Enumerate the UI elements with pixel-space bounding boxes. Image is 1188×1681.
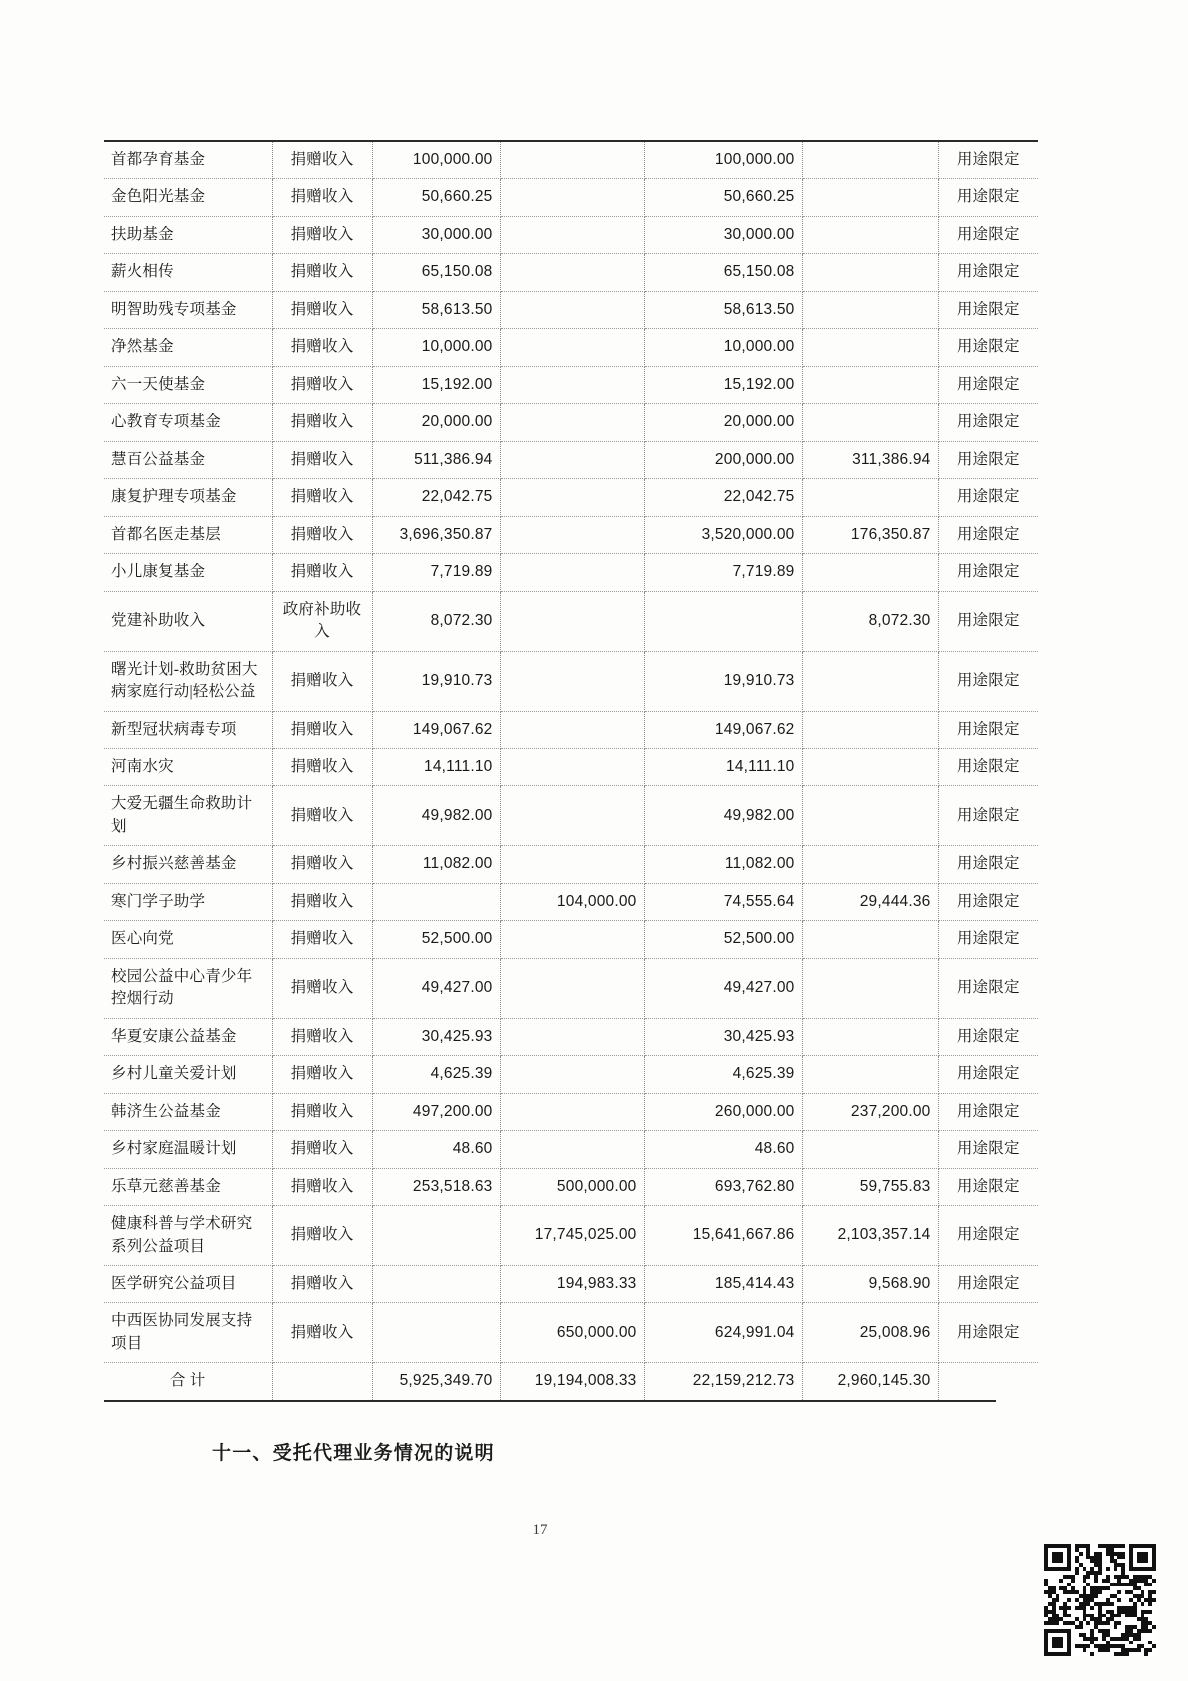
cell-income-type: 政府补助收入 [272,591,372,651]
table-row [104,254,1038,291]
qr-code-stamp [1044,1544,1156,1656]
cell-income-type: 捐赠收入 [272,366,372,403]
cell-opening-balance: 10,000.00 [372,329,500,366]
cell-closing-balance [802,1056,938,1093]
cell-project-name: 薪火相传 [104,254,272,291]
cell-note: 用途限定 [938,329,1038,366]
cell-income-type: 捐赠收入 [272,883,372,920]
cell-period-added: 17,745,025.00 [500,1206,644,1266]
cell-period-used: 200,000.00 [644,441,802,478]
total-closing-balance: 2,960,145.30 [802,1363,938,1400]
cell-closing-balance [802,254,938,291]
table-row [104,591,1038,651]
cell-period-used: 50,660.25 [644,179,802,216]
cell-project-name: 乡村家庭温暖计划 [104,1131,272,1168]
cell-project-name: 乡村振兴慈善基金 [104,846,272,883]
table-row [104,1056,1038,1093]
cell-project-name: 金色阳光基金 [104,179,272,216]
table-row [104,141,1038,179]
total-period-used: 22,159,212.73 [644,1363,802,1400]
cell-note: 用途限定 [938,1093,1038,1130]
table-row [104,651,1038,711]
cell-period-used: 74,555.64 [644,883,802,920]
cell-period-used: 693,762.80 [644,1168,802,1205]
cell-opening-balance: 19,910.73 [372,651,500,711]
cell-period-added [500,711,644,748]
cell-closing-balance [802,141,938,179]
cell-period-used: 624,991.04 [644,1303,802,1363]
cell-project-name: 首都名医走基层 [104,516,272,553]
cell-period-added: 650,000.00 [500,1303,644,1363]
cell-income-type: 捐赠收入 [272,748,372,785]
cell-project-name: 曙光计划-救助贫困大病家庭行动|轻松公益 [104,651,272,711]
cell-closing-balance [802,366,938,403]
total-period-added: 19,194,008.33 [500,1363,644,1400]
cell-closing-balance [802,329,938,366]
cell-period-added [500,1131,644,1168]
cell-note: 用途限定 [938,479,1038,516]
table-body [104,141,1038,1400]
cell-period-used: 65,150.08 [644,254,802,291]
cell-opening-balance: 30,425.93 [372,1018,500,1055]
cell-project-name: 中西医协同发展支持项目 [104,1303,272,1363]
cell-note: 用途限定 [938,1303,1038,1363]
cell-income-type: 捐赠收入 [272,958,372,1018]
cell-opening-balance: 30,000.00 [372,216,500,253]
table-row [104,404,1038,441]
cell-opening-balance [372,1206,500,1266]
cell-income-type: 捐赠收入 [272,1018,372,1055]
cell-closing-balance [802,786,938,846]
cell-period-used: 20,000.00 [644,404,802,441]
cell-note: 用途限定 [938,254,1038,291]
cell-income-type: 捐赠收入 [272,254,372,291]
table-row [104,291,1038,328]
cell-period-used: 58,613.50 [644,291,802,328]
cell-period-added [500,846,644,883]
cell-period-added [500,291,644,328]
cell-opening-balance: 253,518.63 [372,1168,500,1205]
cell-period-used: 10,000.00 [644,329,802,366]
cell-note: 用途限定 [938,846,1038,883]
cell-period-added [500,921,644,958]
table-row [104,921,1038,958]
cell-period-used: 4,625.39 [644,1056,802,1093]
cell-period-added [500,329,644,366]
table-row [104,1131,1038,1168]
cell-period-used: 15,641,667.86 [644,1206,802,1266]
table-row [104,366,1038,403]
cell-note: 用途限定 [938,366,1038,403]
cell-project-name: 医心向党 [104,921,272,958]
cell-project-name: 康复护理专项基金 [104,479,272,516]
table-row [104,1266,1038,1303]
cell-note: 用途限定 [938,404,1038,441]
cell-project-name: 扶助基金 [104,216,272,253]
cell-closing-balance [802,846,938,883]
cell-opening-balance: 58,613.50 [372,291,500,328]
table-row [104,216,1038,253]
cell-note: 用途限定 [938,1056,1038,1093]
cell-closing-balance: 8,072.30 [802,591,938,651]
cell-income-type: 捐赠收入 [272,921,372,958]
cell-period-added [500,441,644,478]
section-heading: 十一、受托代理业务情况的说明 [212,1442,495,1464]
cell-period-added [500,651,644,711]
cell-project-name: 大爱无疆生命救助计划 [104,786,272,846]
cell-income-type: 捐赠收入 [272,479,372,516]
cell-opening-balance [372,1266,500,1303]
cell-note: 用途限定 [938,1018,1038,1055]
financial-table-container [104,140,1020,1465]
cell-opening-balance [372,883,500,920]
cell-period-used: 30,000.00 [644,216,802,253]
table-row [104,1093,1038,1130]
table-bottom-rule [104,1400,996,1402]
cell-period-used: 19,910.73 [644,651,802,711]
cell-closing-balance [802,651,938,711]
cell-closing-balance [802,479,938,516]
cell-period-added [500,786,644,846]
table-row [104,554,1038,591]
table-row [104,1168,1038,1205]
cell-income-type: 捐赠收入 [272,1093,372,1130]
cell-project-name: 明智助残专项基金 [104,291,272,328]
table-row [104,441,1038,478]
cell-closing-balance [802,404,938,441]
cell-closing-balance [802,958,938,1018]
cell-note: 用途限定 [938,921,1038,958]
cell-income-type: 捐赠收入 [272,404,372,441]
cell-period-added [500,1056,644,1093]
cell-income-type: 捐赠收入 [272,1266,372,1303]
cell-period-added [500,554,644,591]
table-total-row [104,1363,1038,1400]
cell-income-type: 捐赠收入 [272,141,372,179]
cell-note: 用途限定 [938,216,1038,253]
cell-period-added [500,1018,644,1055]
table-row [104,329,1038,366]
cell-period-used: 48.60 [644,1131,802,1168]
cell-note: 用途限定 [938,1206,1038,1266]
cell-closing-balance: 237,200.00 [802,1093,938,1130]
cell-project-name: 六一天使基金 [104,366,272,403]
cell-period-used: 49,982.00 [644,786,802,846]
cell-closing-balance [802,554,938,591]
cell-income-type: 捐赠收入 [272,441,372,478]
cell-closing-balance [802,1018,938,1055]
table-row [104,479,1038,516]
cell-income-type: 捐赠收入 [272,786,372,846]
cell-project-name: 河南水灾 [104,748,272,785]
restricted-funds-table [104,140,1038,1400]
cell-income-type: 捐赠收入 [272,216,372,253]
cell-period-used: 260,000.00 [644,1093,802,1130]
cell-project-name: 乡村儿童关爱计划 [104,1056,272,1093]
cell-period-used: 22,042.75 [644,479,802,516]
cell-closing-balance: 176,350.87 [802,516,938,553]
cell-opening-balance: 8,072.30 [372,591,500,651]
cell-opening-balance: 511,386.94 [372,441,500,478]
cell-closing-balance [802,1131,938,1168]
cell-period-added [500,179,644,216]
page-number: 17 [532,1522,548,1538]
table-row [104,846,1038,883]
cell-opening-balance: 49,427.00 [372,958,500,1018]
table-row [104,1018,1038,1055]
cell-note: 用途限定 [938,554,1038,591]
cell-income-type: 捐赠收入 [272,179,372,216]
cell-closing-balance: 29,444.36 [802,883,938,920]
cell-income-type: 捐赠收入 [272,516,372,553]
cell-opening-balance [372,1303,500,1363]
cell-closing-balance [802,291,938,328]
table-row [104,958,1038,1018]
cell-opening-balance: 48.60 [372,1131,500,1168]
total-type [272,1363,372,1400]
cell-period-added [500,141,644,179]
cell-closing-balance: 311,386.94 [802,441,938,478]
cell-closing-balance: 59,755.83 [802,1168,938,1205]
cell-opening-balance: 4,625.39 [372,1056,500,1093]
cell-project-name: 校园公益中心青少年控烟行动 [104,958,272,1018]
cell-project-name: 小儿康复基金 [104,554,272,591]
table-row [104,516,1038,553]
cell-opening-balance: 65,150.08 [372,254,500,291]
cell-income-type: 捐赠收入 [272,651,372,711]
cell-closing-balance [802,711,938,748]
cell-period-used: 185,414.43 [644,1266,802,1303]
cell-project-name: 寒门学子助学 [104,883,272,920]
cell-project-name: 乐草元慈善基金 [104,1168,272,1205]
cell-closing-balance [802,179,938,216]
cell-period-added: 194,983.33 [500,1266,644,1303]
cell-opening-balance: 14,111.10 [372,748,500,785]
cell-period-added [500,216,644,253]
cell-period-added: 500,000.00 [500,1168,644,1205]
table-row [104,748,1038,785]
cell-closing-balance [802,921,938,958]
cell-period-added [500,958,644,1018]
cell-period-used: 11,082.00 [644,846,802,883]
cell-period-used: 100,000.00 [644,141,802,179]
cell-income-type: 捐赠收入 [272,1131,372,1168]
cell-closing-balance: 2,103,357.14 [802,1206,938,1266]
cell-note: 用途限定 [938,711,1038,748]
cell-note: 用途限定 [938,748,1038,785]
cell-period-used: 14,111.10 [644,748,802,785]
cell-period-added [500,366,644,403]
cell-note: 用途限定 [938,1168,1038,1205]
cell-income-type: 捐赠收入 [272,1303,372,1363]
cell-project-name: 心教育专项基金 [104,404,272,441]
total-opening-balance: 5,925,349.70 [372,1363,500,1400]
cell-period-used: 15,192.00 [644,366,802,403]
cell-note: 用途限定 [938,179,1038,216]
total-label: 合 计 [104,1363,272,1400]
cell-opening-balance: 22,042.75 [372,479,500,516]
cell-opening-balance: 7,719.89 [372,554,500,591]
table-row [104,786,1038,846]
cell-opening-balance: 149,067.62 [372,711,500,748]
cell-project-name: 新型冠状病毒专项 [104,711,272,748]
cell-opening-balance: 497,200.00 [372,1093,500,1130]
cell-note: 用途限定 [938,1131,1038,1168]
cell-period-used: 7,719.89 [644,554,802,591]
cell-project-name: 慧百公益基金 [104,441,272,478]
cell-period-added: 104,000.00 [500,883,644,920]
cell-note: 用途限定 [938,883,1038,920]
total-note [938,1363,1038,1400]
cell-closing-balance: 9,568.90 [802,1266,938,1303]
cell-period-used: 52,500.00 [644,921,802,958]
cell-project-name: 健康科普与学术研究系列公益项目 [104,1206,272,1266]
cell-opening-balance: 11,082.00 [372,846,500,883]
cell-income-type: 捐赠收入 [272,1168,372,1205]
cell-income-type: 捐赠收入 [272,711,372,748]
cell-project-name: 华夏安康公益基金 [104,1018,272,1055]
cell-note: 用途限定 [938,141,1038,179]
cell-income-type: 捐赠收入 [272,554,372,591]
cell-note: 用途限定 [938,651,1038,711]
cell-period-used: 3,520,000.00 [644,516,802,553]
cell-period-added [500,254,644,291]
cell-project-name: 韩济生公益基金 [104,1093,272,1130]
cell-project-name: 党建补助收入 [104,591,272,651]
cell-period-added [500,1093,644,1130]
cell-project-name: 医学研究公益项目 [104,1266,272,1303]
cell-opening-balance: 49,982.00 [372,786,500,846]
cell-period-added [500,404,644,441]
cell-note: 用途限定 [938,291,1038,328]
cell-period-used: 149,067.62 [644,711,802,748]
cell-closing-balance [802,748,938,785]
cell-income-type: 捐赠收入 [272,846,372,883]
cell-project-name: 首都孕育基金 [104,141,272,179]
table-row [104,711,1038,748]
cell-opening-balance: 15,192.00 [372,366,500,403]
cell-opening-balance: 20,000.00 [372,404,500,441]
table-row [104,1303,1038,1363]
cell-note: 用途限定 [938,1266,1038,1303]
cell-period-used [644,591,802,651]
table-row [104,1206,1038,1266]
cell-period-added [500,591,644,651]
cell-project-name: 净然基金 [104,329,272,366]
cell-income-type: 捐赠收入 [272,291,372,328]
cell-opening-balance: 52,500.00 [372,921,500,958]
cell-note: 用途限定 [938,786,1038,846]
table-row [104,179,1038,216]
cell-opening-balance: 50,660.25 [372,179,500,216]
cell-note: 用途限定 [938,591,1038,651]
cell-closing-balance [802,216,938,253]
cell-income-type: 捐赠收入 [272,1206,372,1266]
table-row [104,883,1038,920]
cell-opening-balance: 3,696,350.87 [372,516,500,553]
cell-period-added [500,748,644,785]
cell-opening-balance: 100,000.00 [372,141,500,179]
cell-period-added [500,479,644,516]
cell-period-added [500,516,644,553]
cell-closing-balance: 25,008.96 [802,1303,938,1363]
cell-note: 用途限定 [938,441,1038,478]
cell-income-type: 捐赠收入 [272,329,372,366]
qr-code-icon [1044,1544,1156,1656]
cell-note: 用途限定 [938,958,1038,1018]
cell-income-type: 捐赠收入 [272,1056,372,1093]
cell-period-used: 49,427.00 [644,958,802,1018]
cell-period-used: 30,425.93 [644,1018,802,1055]
cell-note: 用途限定 [938,516,1038,553]
